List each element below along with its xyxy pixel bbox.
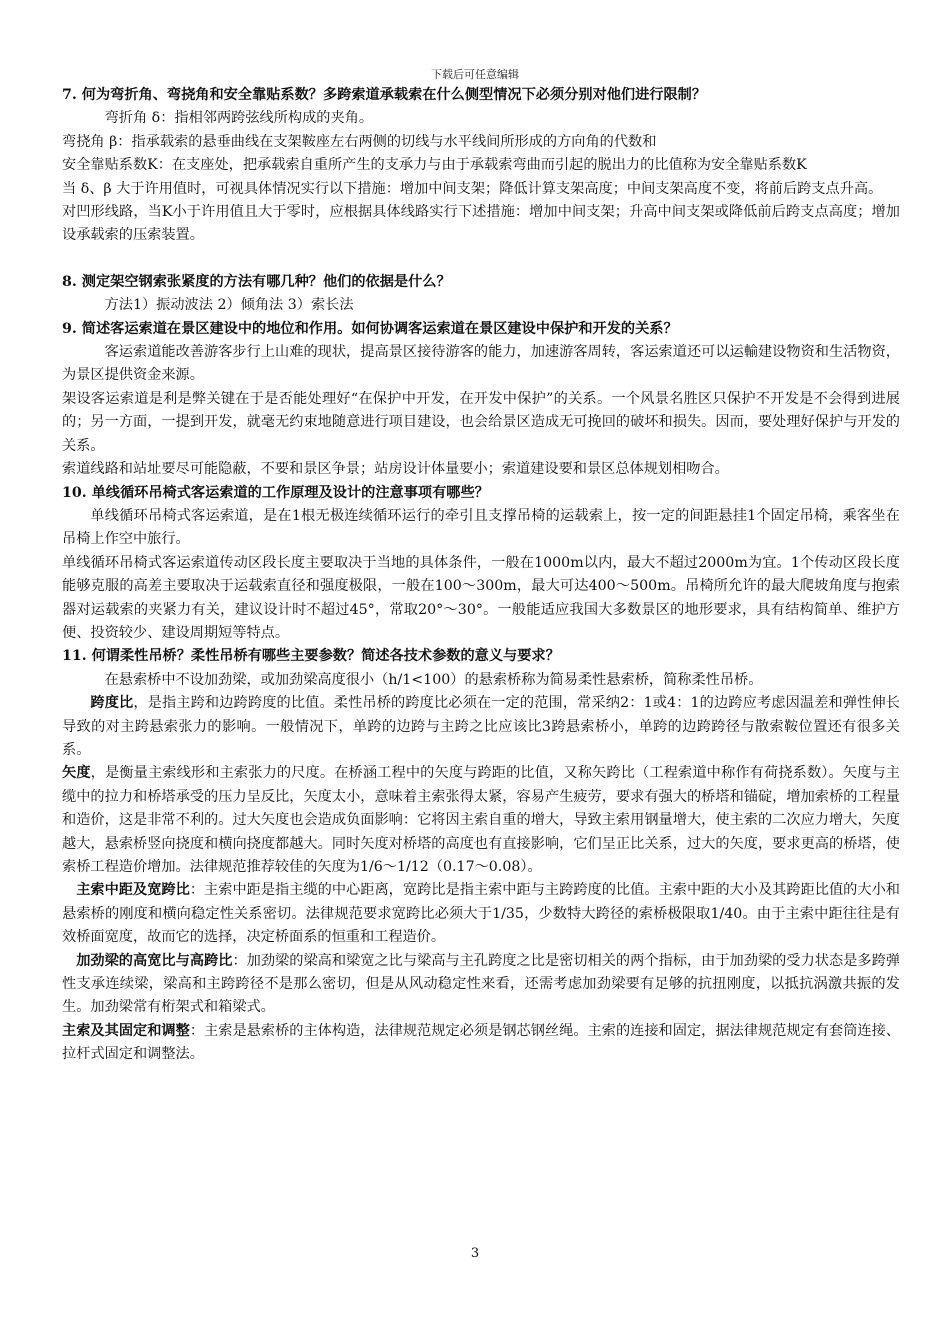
width-ratio-text: ：主索中距是指主缆的中心距离，宽跨比是指主索中距与主跨跨度的比值。主索中距的大小及其跨距比值的大小和悬索桥的刚度和横向稳定性关系密切。法律规范要求宽跨比必须大于1/35，少数特大跨径的索桥极限取1/40。由于主索中距往往是有效桥面宽度，故而它的选择，决定桥面系的恒重和工程造价。 [62, 882, 900, 946]
spacer [62, 248, 900, 271]
q7-paragraph-4: 当 δ、β 大于许用值时，可视具体情况实行以下措施：增加中间支架；降低计算支架高度；中间支架高度不变，将前后跨支点升高。 [62, 180, 883, 197]
main-cable-text: ：主索是悬索桥的主体构造，法律规范规定必须是钢芯钢丝绳。主索的连接和固定，据法律规范规定有套筒连接、拉杆式固定和调整法。 [62, 1022, 900, 1063]
q11-beam-ratio [62, 950, 900, 1020]
q11-main-cable [62, 1020, 900, 1067]
question-8-title: 8. 测定架空钢索张紧度的方法有哪几种？他们的依据是什么？ [62, 273, 451, 290]
q9-paragraph-3: 索道线路和站址要尽可能隐蔽，不要和景区争景；站房设计体量要小；索道建设要和景区总体规划相吻合。 [62, 461, 729, 478]
q7-paragraph-2: 弯挠角 β：指承载索的悬垂曲线在支架鞍座左右两侧的切线与水平线间所形成的方向角的代数和 [62, 133, 657, 150]
q8-paragraph-1: 方法1）振动波法 2）倾角法 3）索长法 [104, 297, 354, 314]
span-ratio-text: ，是指主跨和边跨跨度的比值。柔性吊桥的跨度比必须在一定的范围，常采纳2：1或4：1的边跨应考虑因温差和弹性伸长导致的对主跨悬索张力的影响。一般情况下，单跨的边跨与主跨之比应该比3跨悬索桥小，单跨的边跨跨径与散索鞍位置还有很多关系。 [62, 695, 900, 758]
q9-paragraph-2: 架设客运索道是利是弊关键在于是否能处理好“在保护中开发，在开发中保护”的关系。一个风景名胜区只保护不开发是不会得到进展的；另一方面，一提到开发，就毫无约束地随意进行项目建设，也会给景区造成无可挽回的破坏和损失。因而，要处理好保护与开发的关系。 [62, 390, 900, 454]
q11-sag [62, 762, 900, 879]
width-ratio-term: 主索中距及宽跨比 [76, 882, 190, 899]
sag-text: ，是衡量主索线形和主索张力的尺度。在桥涵工程中的矢度与跨距的比值，又称矢跨比（工程索道中称作有荷挠系数）。矢度与主缆中的拉力和桥塔承受的压力呈反比，矢度太小，意味着主索张得太紧，容易产生疲劳，要求有强大的桥塔和锚碇，增加索桥的工程量和造价，这是非常不利的。过大矢度也会造成负面影响：它将因主索自重的增大，导致主索用钢量增大，使主索的二次应力增大，矢度越大，悬索桥竖向挠度和横向挠度都越大。同时矢度对桥塔的高度也有直接影响，它们呈正比关系，过大的矢度，要求更高的桥塔，使索桥工程造价增加。法律规范推荐较佳的矢度为1/6～1/12（0.17～0.08）。 [62, 765, 900, 875]
q7-paragraph-3: 安全靠贴系数K：在支座处，把承载索自重所产生的支承力与由于承载索弯曲而引起的脱出力的比值称为安全靠贴系数K [62, 157, 807, 174]
q11-span-ratio [62, 692, 900, 762]
q11-width-ratio [62, 879, 900, 949]
beam-ratio-text: ：加劲梁的梁高和梁宽之比与梁高与主孔跨度之比是密切相关的两个指标，由于加劲梁的受力状态是多跨弹性支承连续梁，梁高和主跨跨径不是那么密切，但是从风动稳定性来看，还需考虑加劲梁要有足够的抗扭刚度，以抵抗涡激共振的发生。加劲梁常有桁架式和箱梁式。 [62, 952, 900, 1016]
q9-paragraph-1: 客运索道能改善游客步行上山难的现状，提高景区接待游客的能力，加速游客周转，客运索道还可以运輸建设物资和生活物资，为景区提供资金来源。 [62, 344, 900, 384]
question-11-title: 11. 何谓柔性吊桥？柔性吊桥有哪些主要参数？简述各技术参数的意义与要求？ [62, 648, 560, 665]
q10-paragraph-2: 单线循环吊椅式客运索道传动区段长度主要取决于当地的具体条件，一般在1000m以内，最大不超过2000m为宜。1个传动区段长度能够克服的高差主要取决于运载索直径和强度极限，一般在100～300m，最大可达400～500m。吊椅所允许的最大爬坡角度与抱索器对运载索的夹紧力有关，建议设计时不超过45°，常取20°～30°。一般能适应我国大多数景区的地形要求，具有结构简单、维护方便、投资较少、建设周期短等特点。 [62, 554, 900, 641]
q7-paragraph-1: 弯折角 δ：指相邻两跨弦线所构成的夹角。 [104, 110, 374, 127]
sag-term: 矢度 [62, 765, 91, 782]
page-number: 3 [470, 1246, 480, 1261]
page-header: 下载后可任意编辑 [431, 68, 519, 81]
question-10-title: 10. 单线循环吊椅式客运索道的工作原理及设计的注意事项有哪些？ [62, 484, 489, 501]
question-9-title: 9. 简述客运索道在景区建设中的地位和作用。如何协调客运索道在景区建设中保护和开发的关系？ [62, 320, 678, 337]
beam-ratio-term: 加劲梁的高宽比与高跨比 [76, 952, 233, 969]
document-body [62, 84, 900, 1067]
q10-paragraph-1: 单线循环吊椅式客运索道，是在1根无极连续循环运行的牵引且支撑吊椅的运载索上，按一定的间距悬挂1个固定吊椅，乘客坐在吊椅上作空中旅行。 [62, 507, 900, 548]
span-ratio-term: 跨度比 [90, 695, 134, 712]
question-7-title: 7. 何为弯折角、弯挠角和安全靠贴系数？多跨索道承载索在什么侧型情况下必须分别对他们进行限制？ [62, 87, 707, 103]
q11-paragraph-1: 在悬索桥中不设加劲梁，或加劲梁高度很小（h/1<100）的悬索桥称为简易柔性悬索桥，简称柔性吊桥。 [104, 671, 763, 688]
q7-paragraph-5: 对凹形线路，当K小于许用值且大于零时，应根据具体线路实行下述措施：增加中间支架；升高中间支架或降低前后跨支点高度；增加设承载索的压索装置。 [62, 204, 900, 244]
main-cable-term: 主索及其固定和调整 [62, 1022, 190, 1039]
